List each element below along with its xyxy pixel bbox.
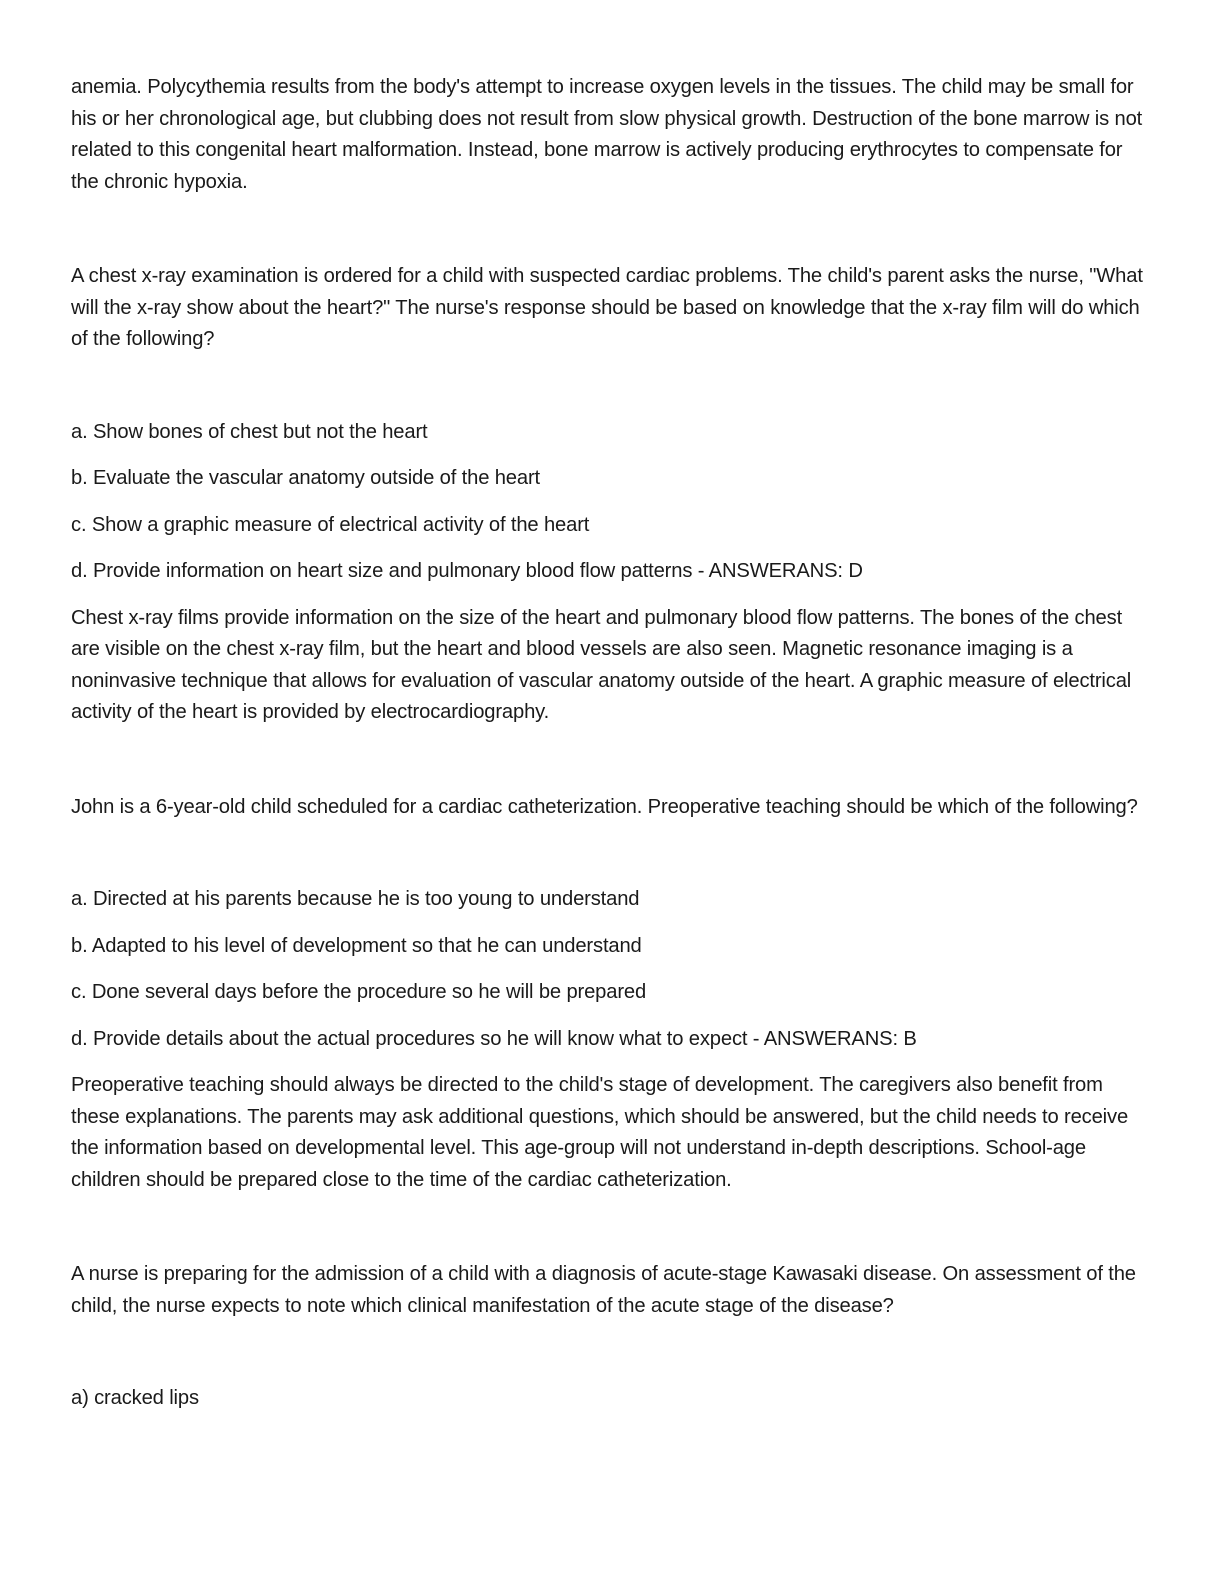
rationale-paragraph: Chest x-ray films provide information on the size of the heart and pulmonary blood flow patterns. The bones of the chest are visible on the chest x-ray film, but the heart and blood vessels are also seen. Magnetic resonance imaging is a noninvasive technique that allows for evaluation of vascular anatomy outside of the heart. A graphic measure of electrical activity of the heart is provided by electrocardiography.	[71, 606, 1132, 723]
answer-option-correct: d. Provide details about the actual procedures so he will know what to expect - ANSWERANS: B	[71, 1027, 917, 1050]
question-stem: A chest x-ray examination is ordered for a child with suspected cardiac problems. The child's parent asks the nurse, "What will the x-ray show about the heart?" The nurse's response should be based on knowledge that the x-ray film will do which of the following?	[71, 265, 1143, 350]
answer-option: a) cracked lips	[71, 1387, 199, 1409]
rationale-paragraph: Preoperative teaching should always be directed to the child's stage of development. The caregivers also benefit from these explanations. The parents may ask additional questions, which should be answered, but the child needs to receive the information based on developmental level. This age-group will not understand in-depth descriptions. School-age children should be prepared close to the time of the cardiac catheterization.	[71, 1074, 1129, 1191]
answer-option: a. Directed at his parents because he is too young to understand	[71, 888, 640, 910]
document-page	[71, 72, 1146, 1415]
question-block	[71, 792, 1146, 1197]
question-stem: John is a 6-year-old child scheduled for a cardiac catheterization. Preoperative teaching should be which of the following?	[71, 795, 1138, 818]
intro-paragraph: anemia. Polycythemia results from the body's attempt to increase oxygen levels in the tissues. The child may be small for his or her chronological age, but clubbing does not result from slow physical growth. Destruction of the bone marrow is not related to this congenital heart malformation. Instead, bone marrow is actively producing erythrocytes to compensate for the chronic hypoxia.	[71, 76, 1143, 193]
answer-option-correct: d. Provide information on heart size and pulmonary blood flow patterns - ANSWERANS: D	[71, 560, 863, 582]
question-block	[71, 261, 1146, 729]
answer-option: b. Evaluate the vascular anatomy outside of the heart	[71, 467, 540, 489]
answer-option: c. Show a graphic measure of electrical activity of the heart	[71, 513, 590, 536]
question-stem: A nurse is preparing for the admission of a child with a diagnosis of acute-stage Kawasaki disease. On assessment of the child, the nurse expects to note which clinical manifestation of the acute stage of the disease?	[71, 1263, 1136, 1317]
answer-option: a. Show bones of chest but not the heart	[71, 420, 428, 443]
question-block	[71, 1259, 1146, 1415]
answer-option: b. Adapted to his level of development so that he can understand	[71, 934, 642, 957]
answer-option: c. Done several days before the procedure so he will be prepared	[71, 981, 647, 1003]
